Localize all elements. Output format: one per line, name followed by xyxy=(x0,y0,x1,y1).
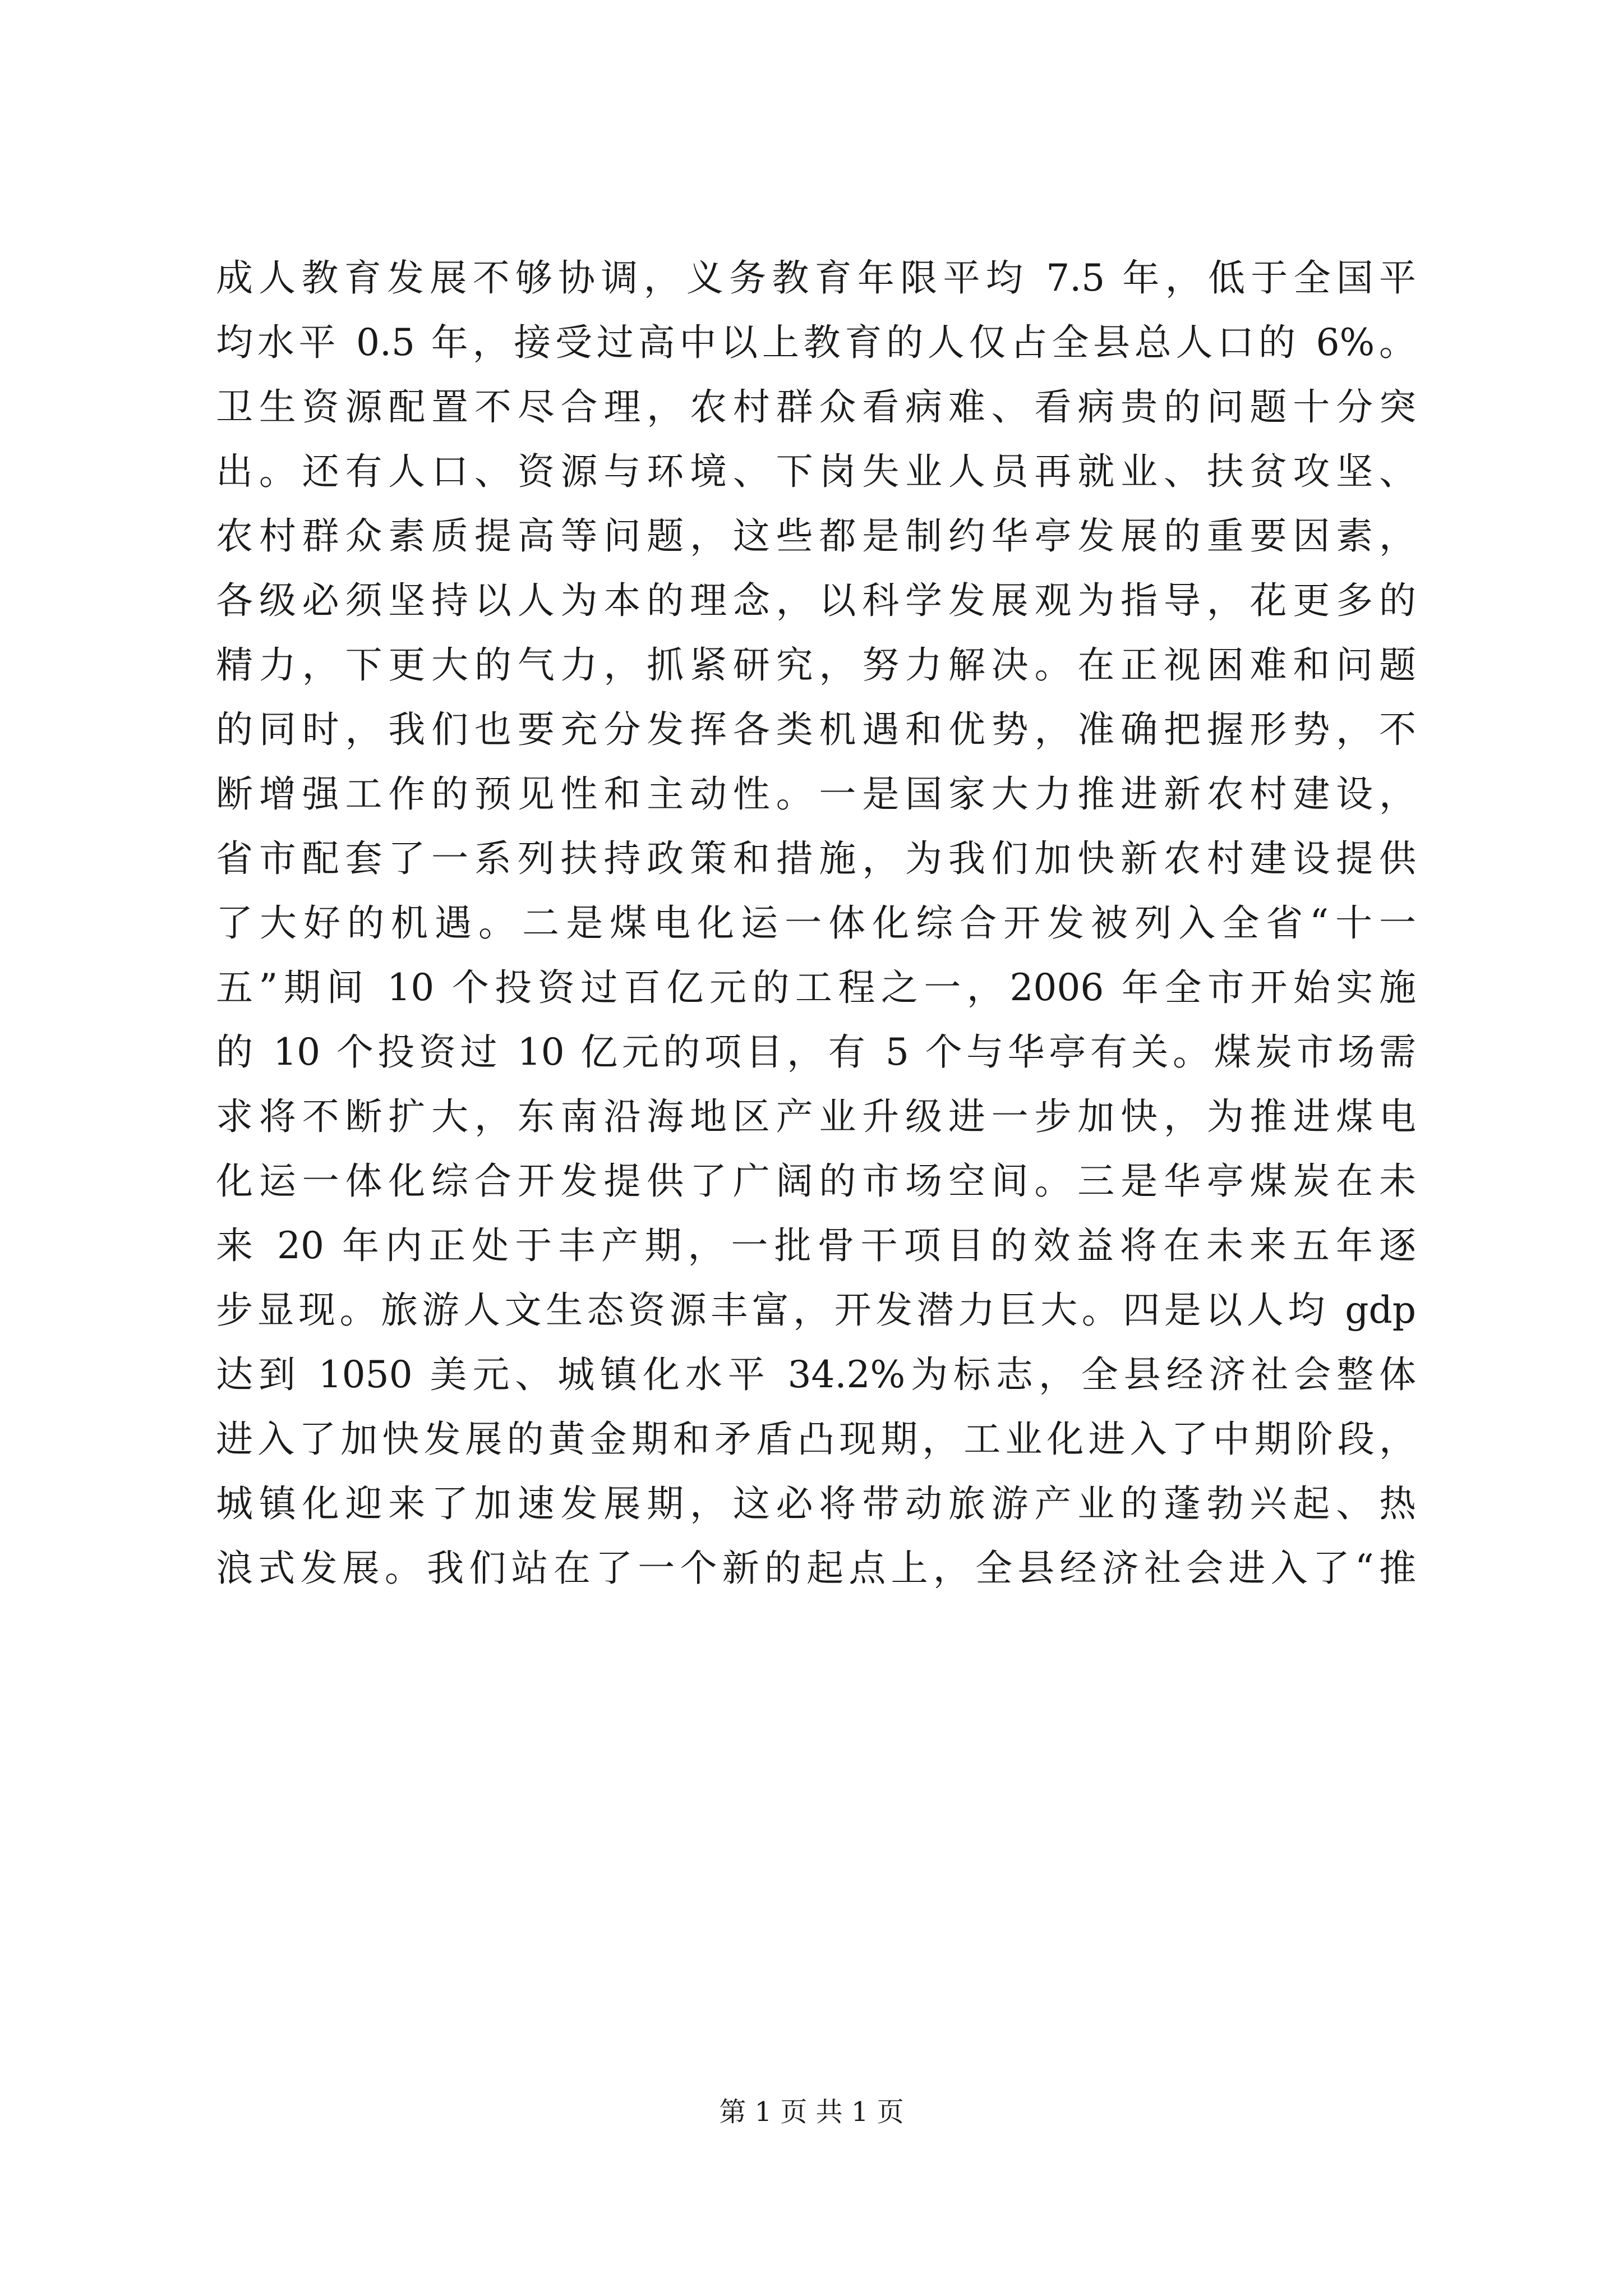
text-line-8: 的同时，我们也要充分发挥各类机遇和优势，准确把握形势，不 xyxy=(216,708,1416,751)
text-line-15: 化运一体化综合开发提供了广阔的市场空间。三是华亭煤炭在未 xyxy=(216,1159,1416,1203)
body-text xyxy=(216,246,1416,1600)
text-line-12: 五”期间 10 个投资过百亿元的工程之一，2006 年全市开始实施 xyxy=(216,966,1416,1009)
text-line-1: 成人教育发展不够协调，义务教育年限平均 7.5 年，低于全国平 xyxy=(216,256,1416,300)
text-line-20: 城镇化迎来了加速发展期，这必将带动旅游产业的蓬勃兴起、热 xyxy=(216,1482,1416,1525)
text-line-9: 断增强工作的预见性和主动性。一是国家大力推进新农村建设， xyxy=(216,772,1416,816)
page-number-label: 第 1 页 共 1 页 xyxy=(719,2096,904,2128)
text-line-13: 的 10 个投资过 10 亿元的项目，有 5 个与华亭有关。煤炭市场需 xyxy=(216,1030,1416,1074)
text-line-16: 来 20 年内正处于丰产期，一批骨干项目的效益将在未来五年逐 xyxy=(216,1224,1416,1267)
text-line-18: 达到 1050 美元、城镇化水平 34.2%为标志，全县经济社会整体 xyxy=(216,1353,1416,1396)
text-line-19: 进入了加快发展的黄金期和矛盾凸现期，工业化进入了中期阶段， xyxy=(216,1418,1416,1461)
page-footer xyxy=(0,2095,1623,2129)
text-line-5: 农村群众素质提高等问题，这些都是制约华亭发展的重要因素， xyxy=(216,514,1416,558)
text-line-4: 出。还有人口、资源与环境、下岗失业人员再就业、扶贫攻坚、 xyxy=(216,450,1416,493)
text-line-11: 了大好的机遇。二是煤电化运一体化综合开发被列入全省“十一 xyxy=(216,901,1416,945)
text-line-17: 步显现。旅游人文生态资源丰富，开发潜力巨大。四是以人均 gdp xyxy=(216,1289,1416,1332)
text-line-21: 浪式发展。我们站在了一个新的起点上，全县经济社会进入了“推 xyxy=(216,1547,1416,1590)
text-line-6: 各级必须坚持以人为本的理念，以科学发展观为指导，花更多的 xyxy=(216,579,1416,622)
text-line-14: 求将不断扩大，东南沿海地区产业升级进一步加快，为推进煤电 xyxy=(216,1095,1416,1138)
text-line-3: 卫生资源配置不尽合理，农村群众看病难、看病贵的问题十分突 xyxy=(216,385,1416,429)
text-line-7: 精力，下更大的气力，抓紧研究，努力解决。在正视困难和问题 xyxy=(216,643,1416,687)
text-line-10: 省市配套了一系列扶持政策和措施，为我们加快新农村建设提供 xyxy=(216,837,1416,880)
text-line-2: 均水平 0.5 年，接受过高中以上教育的人仅占全县总人口的 6%。 xyxy=(216,321,1416,364)
